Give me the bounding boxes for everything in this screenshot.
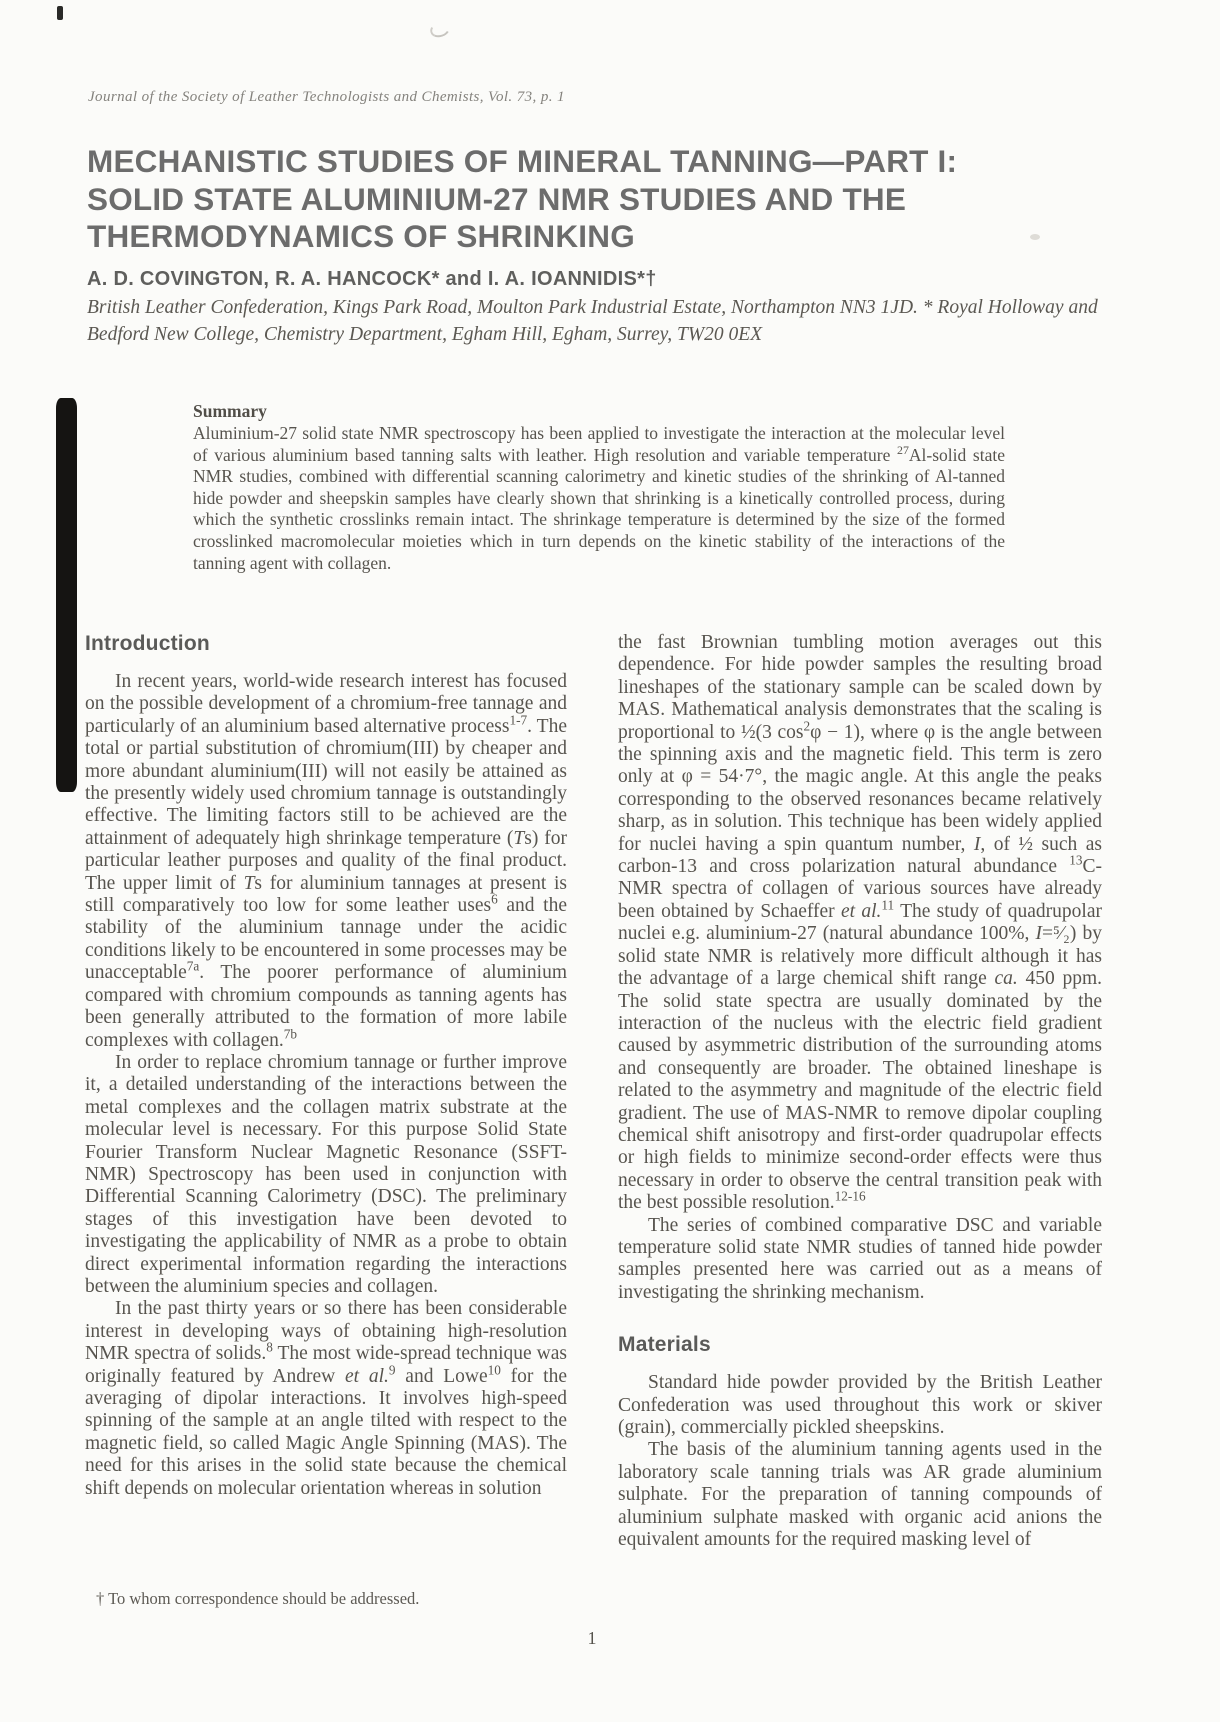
correspondence-footnote: † To whom correspondence should be addressed.: [96, 1589, 420, 1608]
paragraph: In recent years, world-wide research interest has focused on the possible development of a chromium-free tannage and particularly of an aluminium based alternative process$^{1-7}$. The total or partial substitution of chromium(III) by cheaper and more abundant aluminium(III) will not easily be attained as the presently widely used chromium tannage is outstandingly effective. The limiting factors still to be achieved are the attainment of adequately high shrinkage temperature (Ts) for particular leather purposes and quality of the final product. The upper limit of Ts for aluminium tannages at present is still comparatively too low for some leather uses$^6$ and the stability of the aluminium tannage under the acidic conditions likely to be encountered in some processes may be unacceptable$^{7a}$. The poorer performance of aluminium compared with chromium compounds as tanning agents has been generally attributed to the formation of more labile complexes with collagen.$^{7b}$: [85, 671, 567, 1051]
scan-artifact-strip: [56, 398, 77, 792]
paragraph: The basis of the aluminium tanning agents used in the laboratory scale tanning trials was AR grade aluminium sulphate. For the preparation of tanning compounds of aluminium sulphate masked with organic acid anions the equivalent amounts for the required masking level of: [618, 1439, 1102, 1551]
paragraph: In the past thirty years or so there has been considerable interest in developing ways of obtaining high-resolution NMR spectra of solids.$^8$ The most wide-spread technique was originally featured by Andrew et al.$^9$ and Lowe$^{10}$ for the averaging of dipolar interactions. It involves high-speed spinning of the sample at an angle tilted with respect to the magnetic field, so called Magic Angle Spinning (MAS). The need for this arises in the solid state because the chemical shift depends on molecular orientation whereas in solution: [85, 1298, 567, 1499]
paragraph: the fast Brownian tumbling motion averages out this dependence. For hide powder samples the resulting broad lineshapes of the stationary sample can be scaled down by MAS. Mathematical analysis demonstrates that the scaling is proportional to ½(3 $\cos^2\varphi - 1$), where φ is the angle between the spinning axis and the magnetic field. This term is zero only at φ = 54·7°, the magic angle. At this angle the peaks corresponding to the observed resonances became relatively sharp, as in solution. This technique has been widely applied for nuclei having a spin quantum number, I, of ½ such as carbon-13 and cross polarization natural abundance $^{13}$C-NMR spectra of collagen of various sources have already been obtained by Schaeffer et al.$^{11}$ The study of quadrupolar nuclei e.g. aluminium-27 (natural abundance 100%, I=⁵⁄₂) by solid state NMR is relatively more difficult although it has the advantage of a large chemical shift range ca. 450 ppm. The solid state spectra are usually dominated by the interaction of the nucleus with the electric field gradient caused by asymmetric distribution of the surrounding atoms and consequently are broader. The obtained lineshape is related to the asymmetry and magnitude of the electric field gradient. The use of MAS-NMR to remove dipolar coupling chemical shift anisotropy and first-order quadrupolar effects or high fields to minimize second-order effects were thus necessary in order to observe the central transition peak with the best possible resolution.$^{12-16}$: [618, 632, 1102, 1214]
summary-section: [193, 401, 1005, 574]
affiliation: British Leather Confederation, Kings Park Road, Moulton Park Industrial Estate, Northampton NN3 1JD. * Royal Holloway and Bedford New College, Chemistry Department, Egham Hill, Egham, Surrey, TW20 0EX: [87, 297, 1098, 345]
paper-title-line-1: MECHANISTIC STUDIES OF MINERAL TANNING—PART I:: [87, 143, 958, 179]
summary-heading: Summary: [193, 401, 267, 421]
paper-title-line-3: THERMODYNAMICS OF SHRINKING: [87, 218, 635, 254]
paper-title-line-2: SOLID STATE ALUMINIUM-27 NMR STUDIES AND THE: [87, 180, 907, 217]
summary-body: Aluminium-27 solid state NMR spectroscopy has been applied to investigate the interaction at the molecular level of various aluminium based tanning salts with leather. High resolution and variable temperature $^{27}$Al-solid state NMR studies, combined with differential scanning calorimetry and kinetic studies of the shrinking of Al-tanned hide powder and sheepskin samples have clearly shown that shrinking is a kinetically controlled process, during which the synthetic crosslinks remain intact. The shrinkage temperature is determined by the size of the formed crosslinked macromolecular moieties which in turn depends on the kinetic stability of the interactions of the tanning agent with collagen.: [193, 423, 1005, 573]
authors-line: A. D. COVINGTON, R. A. HANCOCK* and I. A. IOANNIDIS*†: [87, 268, 657, 290]
scan-artifact-smudge: [428, 19, 452, 39]
left-column: [85, 632, 567, 1500]
paragraph: The series of combined comparative DSC and variable temperature solid state NMR studies of tanned hide powder samples presented here was carried out as a means of investigating the shrinking mechanism.: [618, 1214, 1102, 1303]
journal-header-line: Journal of the Society of Leather Technologists and Chemists, Vol. 73, p. 1: [88, 89, 565, 105]
right-column: [618, 632, 1102, 1551]
paper-title: [87, 143, 1087, 256]
materials-heading: Materials: [618, 1333, 711, 1357]
introduction-heading: Introduction: [85, 632, 210, 655]
scan-artifact-tick: [57, 6, 63, 20]
paragraph: In order to replace chromium tannage or further improve it, a detailed understanding of the interactions between the metal complexes and the collagen matrix substrate at the molecular level is necessary. For this purpose Solid State Fourier Transform Nuclear Magnetic Resonance (SSFT-NMR) Spectroscopy has been used in conjunction with Differential Scanning Calorimetry (DSC). The preliminary stages of this investigation have been devoted to investigating the applicability of NMR as a probe to obtain direct experimental information regarding the interactions between the aluminium species and collagen.: [85, 1051, 567, 1297]
paragraph: Standard hide powder provided by the British Leather Confederation was used throughout this work or skiver (grain), commercially pickled sheepskins.: [618, 1372, 1102, 1438]
page-number: 1: [587, 1628, 597, 1648]
